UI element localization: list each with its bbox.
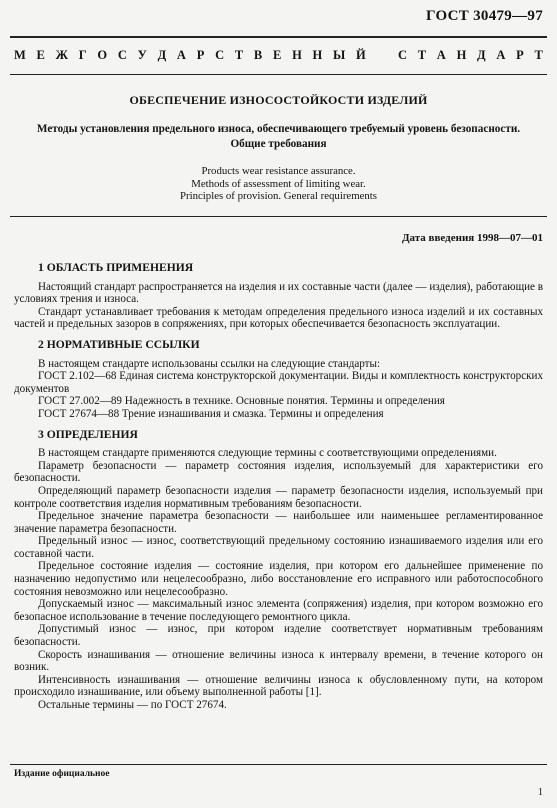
section-definitions bbox=[14, 429, 543, 712]
header-rule-top bbox=[10, 36, 547, 38]
english-title bbox=[20, 165, 537, 203]
definition: Предельное состояние изделия — состояние изделия, при котором его дальнейшее применение по назначению недопустимо или нецелесообразно, либо восстановление его исправного или работоспособного состояния невозможно или нецелесообразно. bbox=[14, 560, 543, 598]
definition: Предельный износ — износ, соответствующий предельному состоянию изнашиваемого изделия или его составной части. bbox=[14, 535, 543, 560]
definition: Интенсивность изнашивания — отношение величины износа к обусловленному пути, на котором происходило изнашивание, или объему выполненной работы [1]. bbox=[14, 673, 543, 699]
subtitle-line-1: Методы установления предельного износа, обеспечивающего требуемый уровень безопасности. bbox=[36, 123, 521, 135]
page-number: 1 bbox=[538, 787, 543, 798]
footer-rule bbox=[10, 764, 547, 765]
reference-item: ГОСТ 27674—88 Трение изнашивания и смазка. Термины и определения bbox=[38, 407, 384, 420]
subtitle-line-2: Общие требования bbox=[230, 138, 327, 150]
document-body bbox=[14, 262, 543, 712]
section-heading: 1 ОБЛАСТЬ ПРИМЕНЕНИЯ bbox=[38, 261, 194, 274]
section-heading: 3 ОПРЕДЕЛЕНИЯ bbox=[38, 427, 138, 441]
definition: Допускаемый износ — максимальный износ элемента (сопряжения) изделия, при котором возможно его безопасное использование в течение последующего ремонтного цикла. bbox=[14, 598, 543, 623]
header-rule-bottom bbox=[10, 74, 547, 75]
section-scope bbox=[14, 262, 543, 331]
definition: Определяющий параметр безопасности изделия — параметр безопасности изделия, используемый при контроле соответствия изделия нормативным требованиям безопасности. bbox=[14, 484, 543, 510]
introduction-date: Дата введения 1998—07—01 bbox=[401, 232, 543, 244]
title-rule bbox=[10, 216, 547, 217]
gost-number: ГОСТ 30479—97 bbox=[425, 8, 543, 24]
reference-item: ГОСТ 2.102—68 Единая система конструкторской документации. Виды и комплектность конструкторских документов bbox=[14, 370, 543, 395]
definition: Допустимый износ — износ, при котором изделие соответствует нормативным требованиям безопасности. bbox=[14, 623, 543, 649]
english-title-line-3: Principles of provision. General requirements bbox=[180, 190, 377, 202]
definition: Параметр безопасности — параметр состояния изделия, используемый для характеристики его безопасности. bbox=[14, 459, 543, 485]
official-edition-label: Издание официальное bbox=[14, 769, 110, 779]
paragraph: Настоящий стандарт распространяется на изделия и их составные части (далее — изделия), работающие в условиях трения и износа. bbox=[14, 280, 543, 306]
interstate-standard-banner: М Е Ж Г О С У Д А Р С Т В Е Н Н Ы Й С Т А Н Д А Р Т bbox=[14, 48, 543, 62]
document-title: ОБЕСПЕЧЕНИЕ ИЗНОСОСТОЙКОСТИ ИЗДЕЛИЙ bbox=[129, 93, 428, 107]
definition: Скорость изнашивания — отношение величины износа к интервалу времени, в течение которого он возник. bbox=[14, 648, 543, 674]
english-title-line-1: Products wear resistance assurance. bbox=[201, 165, 356, 177]
section-heading: 2 НОРМАТИВНЫЕ ССЫЛКИ bbox=[38, 337, 200, 351]
paragraph: Остальные термины — по ГОСТ 27674. bbox=[38, 699, 227, 711]
paragraph: В настоящем стандарте использованы ссылки на следующие стандарты: bbox=[38, 357, 381, 370]
paragraph: В настоящем стандарте применяются следующие термины с соответствующими определениями. bbox=[38, 447, 497, 460]
reference-item: ГОСТ 27.002—89 Надежность в технике. Основные понятия. Термины и определения bbox=[38, 395, 445, 408]
definition: Предельное значение параметра безопасности — наибольшее или наименьшее регламентированное значение параметра безопасности. bbox=[14, 510, 543, 535]
document-subtitle bbox=[20, 122, 537, 152]
english-title-line-2: Methods of assessment of limiting wear. bbox=[191, 177, 366, 190]
section-normative-references bbox=[14, 339, 543, 421]
paragraph: Стандарт устанавливает требования к методам определения предельного износа изделий и их составных частей и предельных зазоров в сопряжениях, при которых обеспечивается безопасность эксплуатации. bbox=[14, 305, 543, 331]
